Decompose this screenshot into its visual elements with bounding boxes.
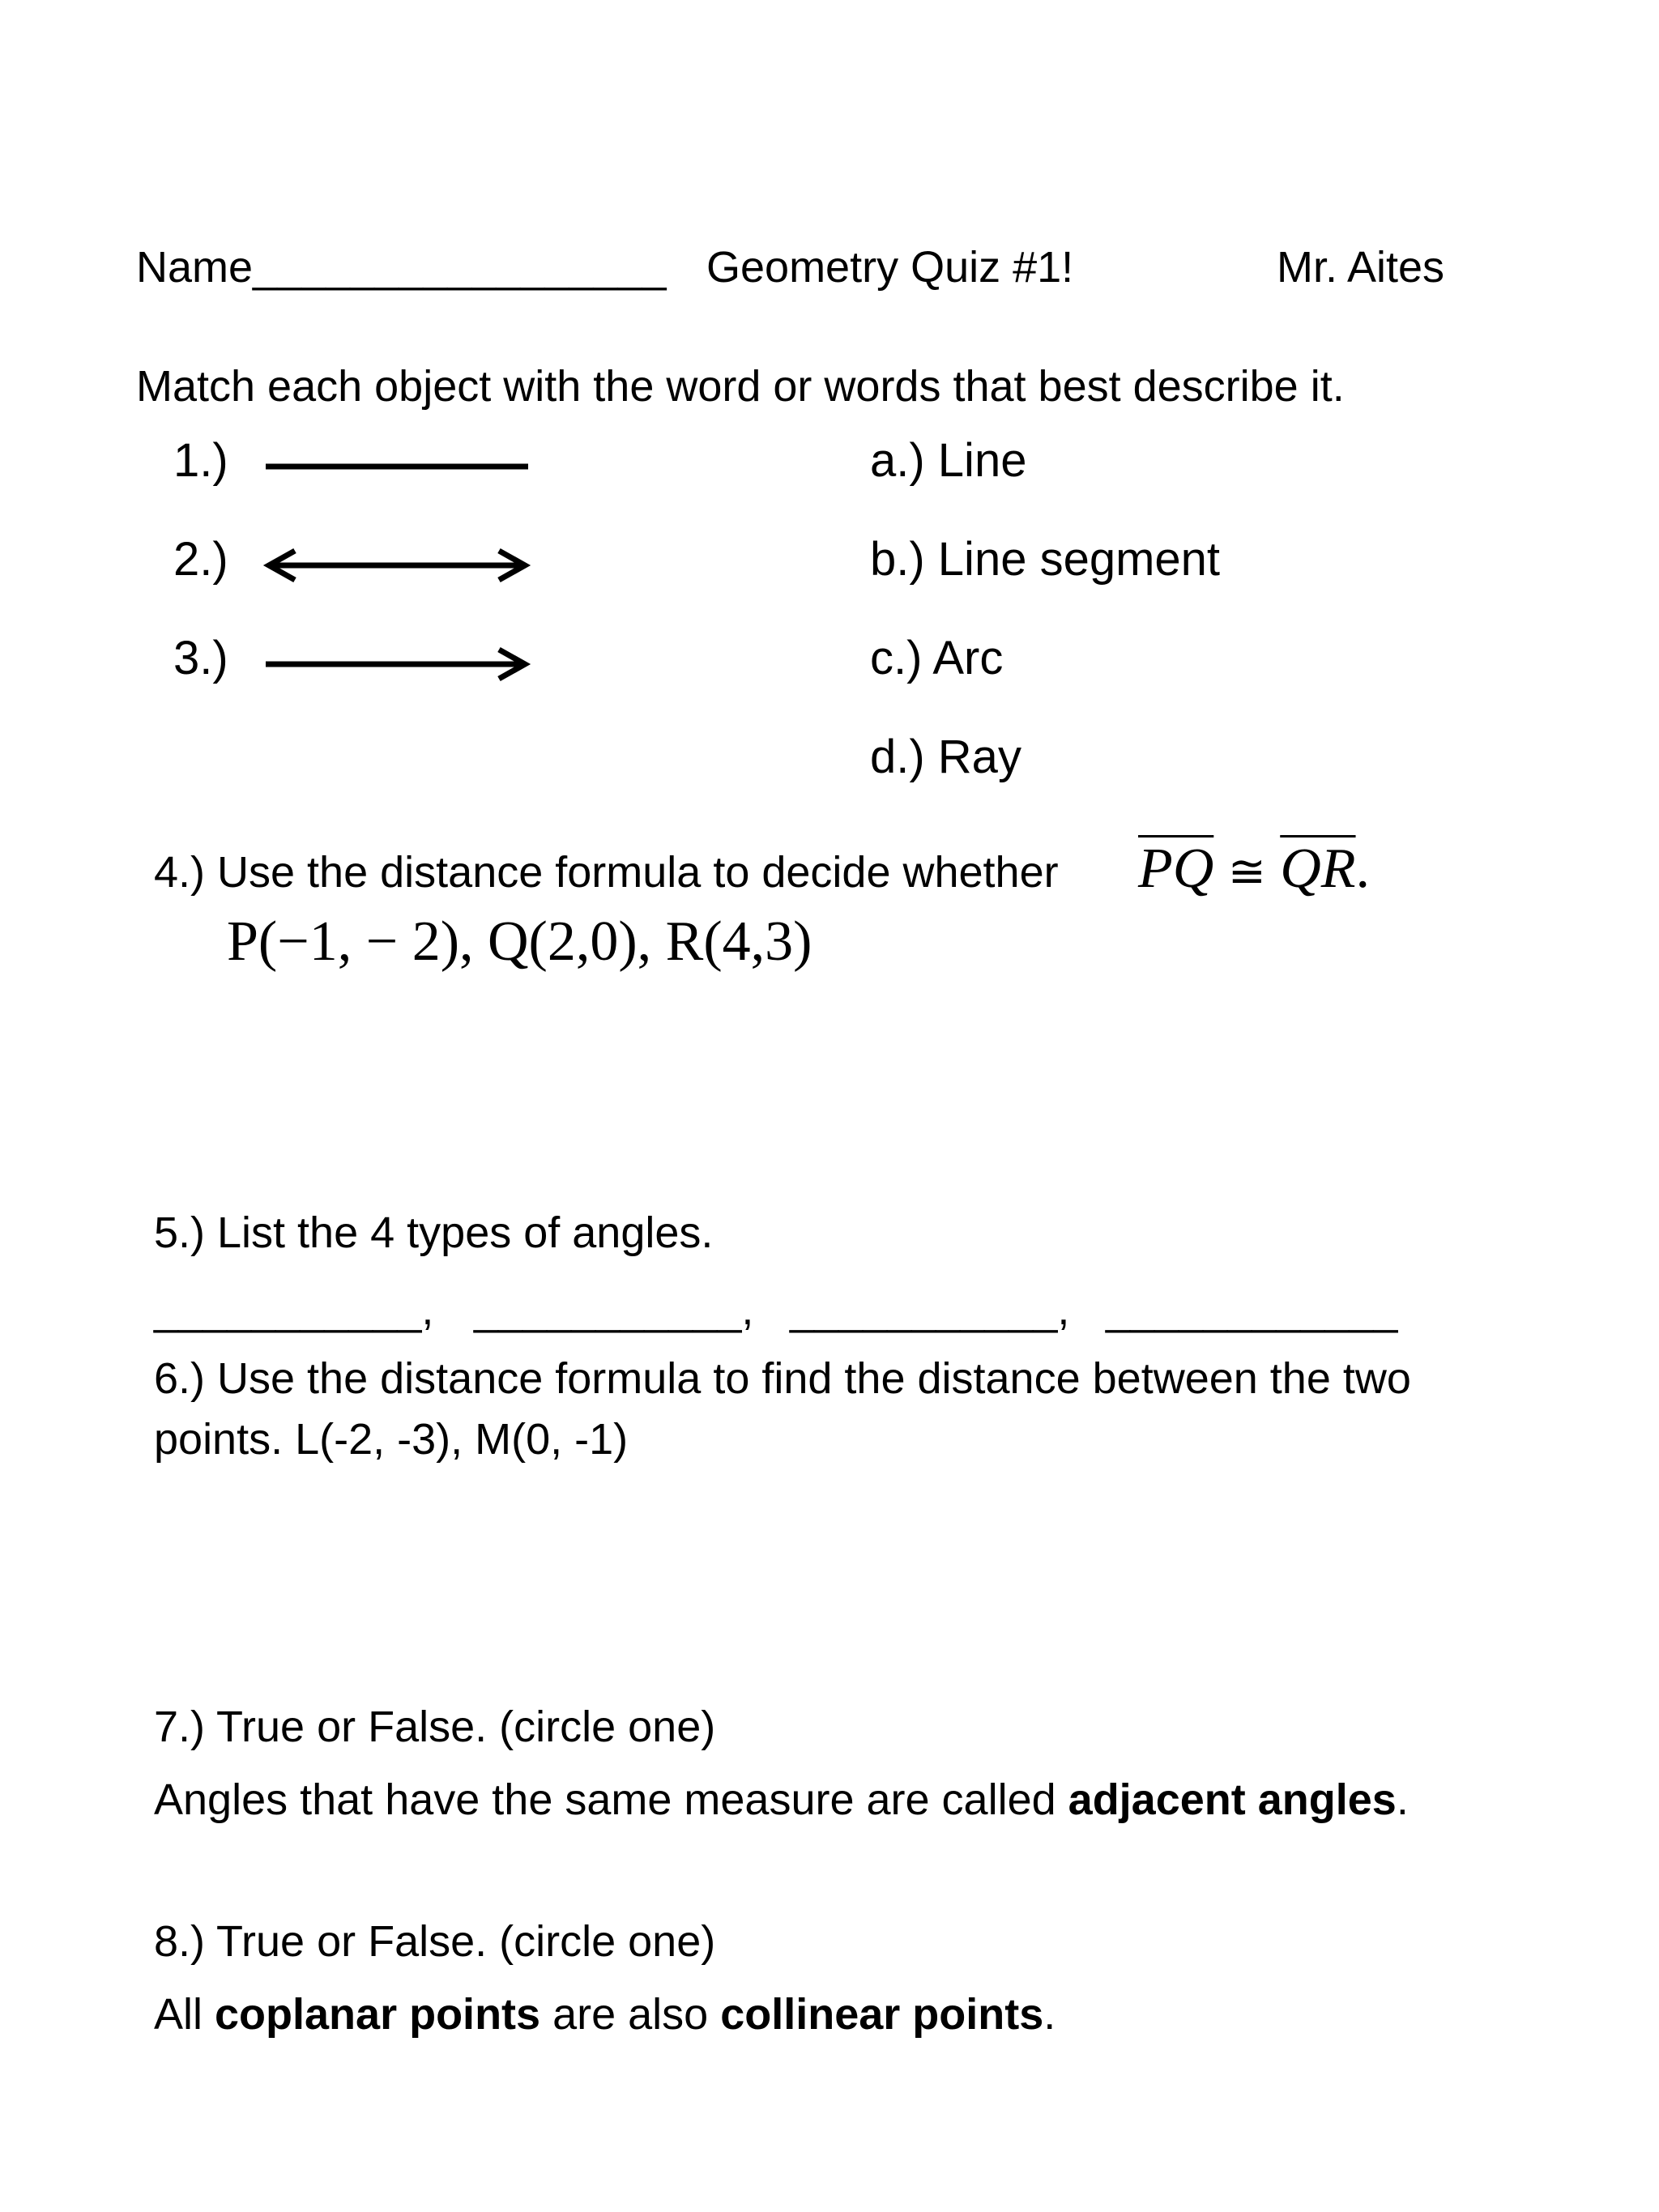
teacher-name: Mr. Aites xyxy=(1277,243,1445,292)
matching-instruction: Match each object with the word or words that best describe it. xyxy=(136,362,1345,411)
segment-qr: $\overline{QR}$ xyxy=(1280,837,1356,900)
q8-period: . xyxy=(1043,1990,1056,2039)
q8-statement-mid: are also xyxy=(540,1990,721,2039)
choice-d: d.) Ray xyxy=(870,731,1021,783)
q5-prompt: 5.) List the 4 types of angles. xyxy=(154,1208,714,1257)
item-1-number: 1.) xyxy=(173,434,228,487)
q5-blank-2: ___________, xyxy=(474,1285,754,1334)
quiz-title: Geometry Quiz #1! xyxy=(706,243,1074,292)
line-segment-figure xyxy=(259,454,535,478)
q8-bold-term-2: collinear points xyxy=(720,1990,1044,2039)
segment-pq: $\overline{PQ}$ xyxy=(1138,837,1214,900)
double-arrow-line-figure xyxy=(259,541,535,590)
q5-blank-4: ____________ xyxy=(1106,1285,1398,1334)
choice-a: a.) Line xyxy=(870,434,1027,487)
ray-figure xyxy=(259,640,535,688)
choice-c: c.) Arc xyxy=(870,632,1004,684)
q7-statement-text: Angles that have the same measure are called xyxy=(154,1775,1068,1824)
q7-statement xyxy=(154,1775,1409,1824)
q4-prompt: 4.) Use the distance formula to decide whether xyxy=(154,848,1059,897)
q4-points: P(−1, − 2), Q(2,0), R(4,3) xyxy=(227,910,812,973)
item-3-number: 3.) xyxy=(173,632,228,684)
q7-bold-term: adjacent angles xyxy=(1068,1775,1397,1824)
q6-line-1: 6.) Use the distance formula to find the distance between the two xyxy=(154,1354,1411,1403)
q4-period: . xyxy=(1355,837,1371,900)
q7-prompt: 7.) True or False. (circle one) xyxy=(154,1703,716,1751)
q4-congruence xyxy=(1138,837,1371,900)
name-field-label: Name_________________ xyxy=(136,243,667,292)
congruent-symbol: ≅ xyxy=(1227,847,1266,897)
q6-line-2: points. L(-2, -3), M(0, -1) xyxy=(154,1415,629,1464)
q8-statement-start: All xyxy=(154,1990,215,2039)
q5-blank-3: ___________, xyxy=(790,1285,1070,1334)
choice-b: b.) Line segment xyxy=(870,533,1221,586)
q8-prompt: 8.) True or False. (circle one) xyxy=(154,1917,716,1966)
q7-period: . xyxy=(1396,1775,1409,1824)
q8-bold-term-1: coplanar points xyxy=(215,1990,541,2039)
q5-blank-1: ___________, xyxy=(154,1285,434,1334)
item-2-number: 2.) xyxy=(173,533,228,586)
q8-statement xyxy=(154,1990,1056,2039)
